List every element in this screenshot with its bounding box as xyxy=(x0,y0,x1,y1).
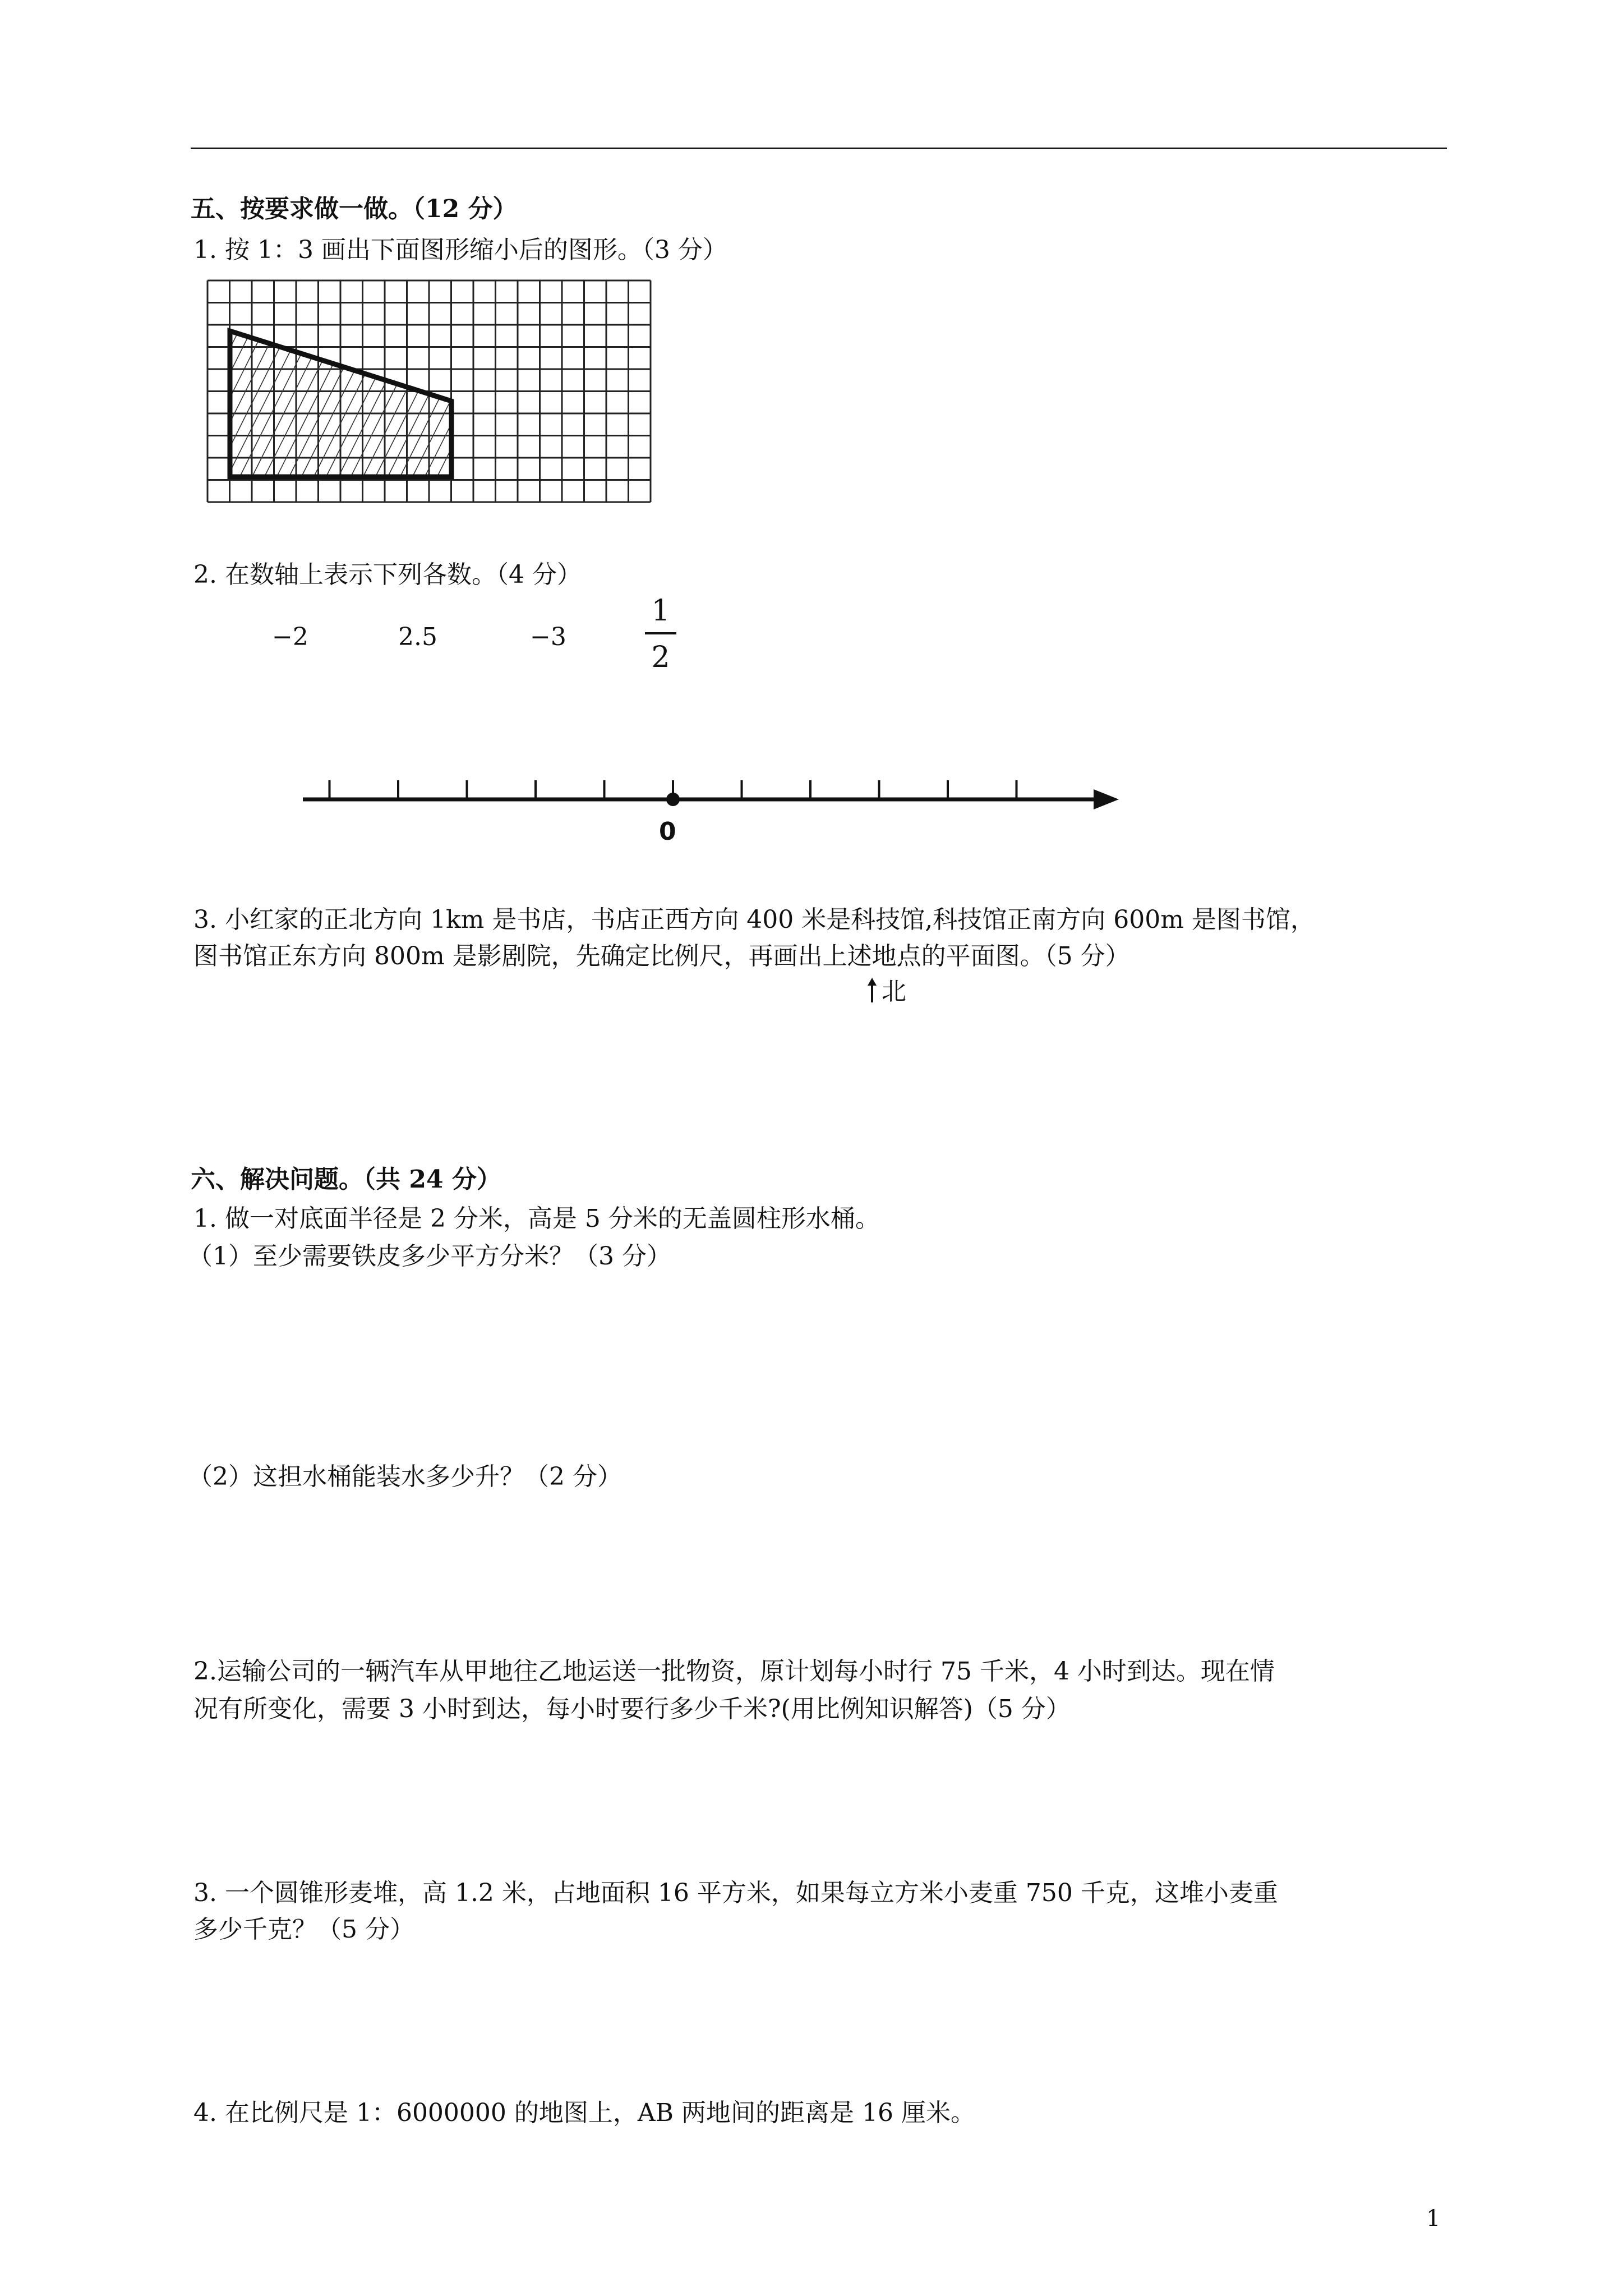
problem3-line1: 3. 一个圆锥形麦堆，高 1.2 米，占地面积 16 平方米，如果每立方米小麦重 750 千克，这堆小麦重 xyxy=(193,1879,1278,1907)
section5-title: 五、按要求做一做。（12 分） xyxy=(191,195,518,223)
hatch-line xyxy=(622,278,734,502)
section5-question3-line2: 图书馆正东方向 800m 是影剧院，先确定比例尺，再画出上述地点的平面图。（5 分） xyxy=(193,942,1130,970)
hatch-line xyxy=(708,278,820,502)
hatch-line xyxy=(104,278,216,502)
section6-title: 六、解决问题。（共 24 分） xyxy=(191,1165,501,1194)
hatch-line xyxy=(499,278,611,502)
origin-point xyxy=(666,793,680,806)
hatch-line xyxy=(425,278,537,502)
hatch-line xyxy=(116,278,228,502)
hatch-line xyxy=(388,278,500,502)
hatch-line xyxy=(165,278,278,502)
hatch-line xyxy=(252,278,364,502)
problem2-line2: 况有所变化，需要 3 小时到达，每小时要行多少千米?(用比例知识解答)（5 分） xyxy=(193,1695,1071,1723)
hatch-line xyxy=(560,278,672,502)
hatch-line xyxy=(0,278,105,502)
hatch-line xyxy=(5,278,117,502)
hatch-line xyxy=(449,278,561,502)
header-rule xyxy=(191,148,1447,149)
hatch-line xyxy=(585,278,697,502)
hatch-line xyxy=(474,278,586,502)
hatch-line xyxy=(375,278,487,502)
hatch-line xyxy=(548,278,660,502)
section5-question2: 2. 在数轴上表示下列各数。（4 分） xyxy=(193,560,582,589)
hatch-line xyxy=(696,278,808,502)
hatch-line xyxy=(54,278,167,502)
arrow-head xyxy=(1094,789,1119,809)
hatch-line xyxy=(128,278,241,502)
hatch-line xyxy=(17,278,130,502)
fraction-numerator: 1 xyxy=(651,594,670,628)
problem1-part1: （1）至少需要铁皮多少平方分米？（3 分） xyxy=(188,1242,671,1271)
problem1: 1. 做一对底面半径是 2 分米，高是 5 分米的无盖圆柱形水桶。 xyxy=(193,1204,880,1233)
hatch-line xyxy=(42,278,154,502)
problem1-part2: （2）这担水桶能装水多少升？（2 分） xyxy=(188,1462,622,1491)
hatch-line xyxy=(536,278,648,502)
hatch-line xyxy=(671,278,783,502)
problem2-line1: 2.运输公司的一辆汽车从甲地往乙地运送一批物资，原计划每小时行 75 千米，4 小时到达。现在情 xyxy=(193,1657,1275,1686)
page-number: 1 xyxy=(1426,2206,1441,2231)
hatch-line xyxy=(597,278,709,502)
hatch-line xyxy=(276,278,389,502)
north-arrow-icon xyxy=(866,978,878,1004)
hatch-line xyxy=(659,278,771,502)
hatch-line xyxy=(264,278,376,502)
hatch-line xyxy=(141,278,253,502)
hatch-line xyxy=(647,278,759,502)
hatch-line xyxy=(153,278,265,502)
fraction-bar xyxy=(645,632,676,634)
number-neg2: −2 xyxy=(272,623,308,651)
grid-figure xyxy=(205,278,653,502)
hatch-line xyxy=(227,278,339,502)
hatch-line xyxy=(338,278,450,502)
hatch-line xyxy=(0,278,93,502)
hatch-line xyxy=(91,278,204,502)
north-label: 北 xyxy=(882,977,906,1006)
section5-question3-line1: 3. 小红家的正北方向 1km 是书店，书店正西方向 400 米是科技馆,科技馆正南方向 600m 是图书馆， xyxy=(193,905,1315,934)
number-line xyxy=(297,766,1122,850)
hatch-line xyxy=(67,278,179,502)
hatch-line xyxy=(610,278,722,502)
axis-zero-label: 0 xyxy=(659,817,676,846)
number-neg3: −3 xyxy=(530,623,566,651)
problem4: 4. 在比例尺是 1：6000000 的地图上，AB 两地间的距离是 16 厘米。 xyxy=(193,2099,975,2127)
hatch-line xyxy=(202,278,315,502)
hatch-line xyxy=(30,278,142,502)
fraction-denominator: 2 xyxy=(651,641,670,674)
hatch-line xyxy=(684,278,796,502)
number-2-5: 2.5 xyxy=(398,623,437,651)
hatch-line xyxy=(486,278,598,502)
hatch-line xyxy=(79,278,191,502)
section5-question1: 1. 按 1：3 画出下面图形缩小后的图形。（3 分） xyxy=(193,236,727,264)
problem3-line2: 多少千克？（5 分） xyxy=(193,1915,414,1944)
